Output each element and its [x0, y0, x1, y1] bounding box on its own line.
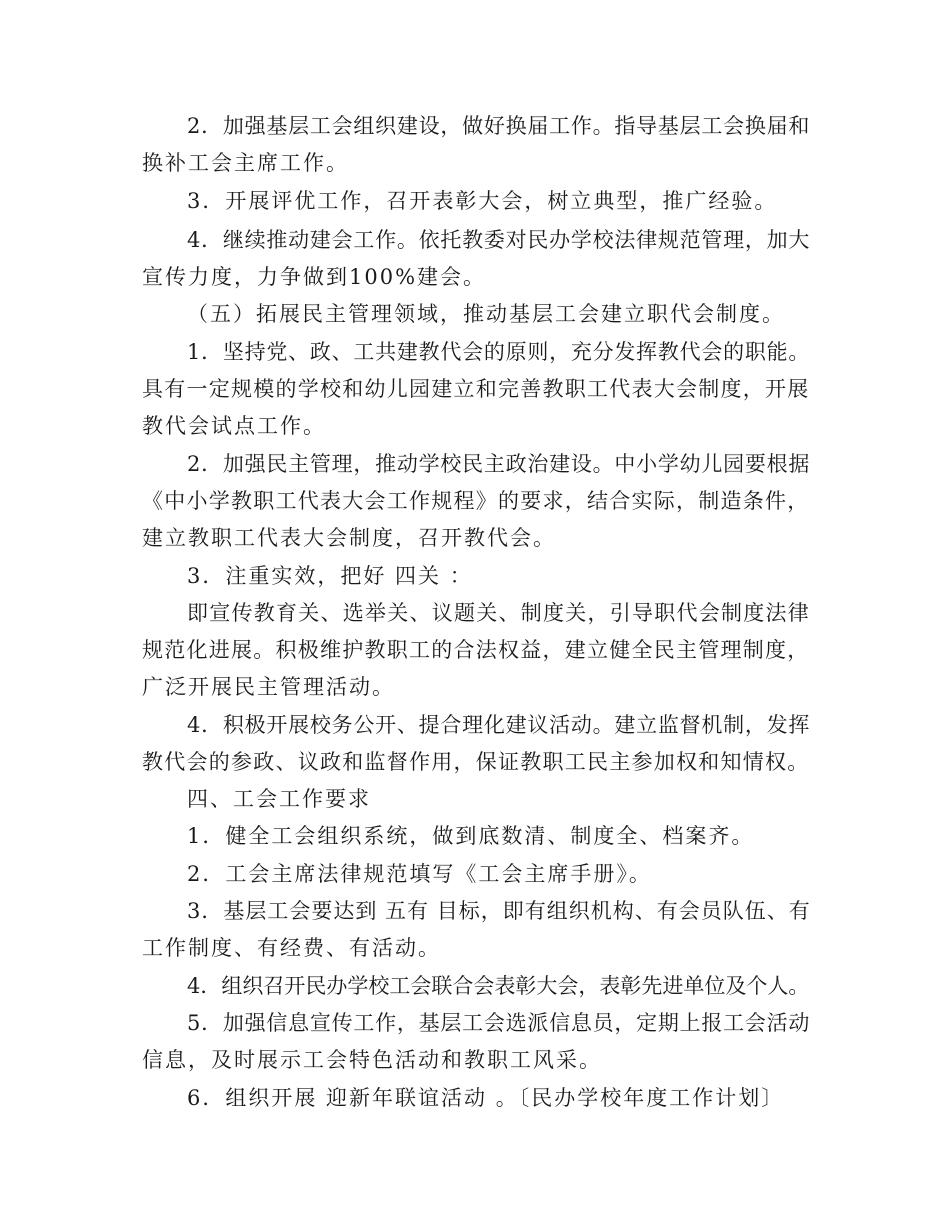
- text-line: 5．加强信息宣传工作，基层工会选派信息员，定期上报工会活动: [187, 1011, 811, 1035]
- text-line: 3．开展评优工作，召开表彰大会，树立典型，推广经验。: [187, 189, 778, 213]
- text-line: 规范化进展。积极维护教职工的合法权益，建立健全民主管理制度，: [142, 638, 810, 662]
- text-line: 换补工会主席工作。: [142, 151, 349, 175]
- text-line: 1．坚持党、政、工共建教代会的原则，充分发挥教代会的职能。: [187, 340, 811, 364]
- text-line: 即宣传教育关、选举关、议题关、制度关，引导职代会制度法律: [187, 601, 810, 625]
- text-line: 4．继续推动建会工作。依托教委对民办学校法律规范管理，加大: [187, 228, 811, 252]
- section-heading: （五）拓展民主管理领域，推动基层工会建立职代会制度。: [187, 302, 785, 326]
- section-heading: 四、工会工作要求: [187, 787, 371, 811]
- text-line: 6．组织开展 迎新年联谊活动 。〔民办学校年度工作计划〕: [187, 1086, 785, 1110]
- text-line: 教代会的参政、议政和监督作用，保证教职工民主参加权和知情权。: [142, 750, 810, 774]
- text-line: 工作制度、有经费、有活动。: [142, 936, 441, 960]
- text-line: 3．基层工会要达到 五有 目标，即有组织机构、有会员队伍、有: [187, 899, 811, 923]
- text-line: 2．加强基层工会组织建设，做好换届工作。指导基层工会换届和: [187, 114, 811, 138]
- text-line: 4．积极开展校务公开、提合理化建议活动。建立监督机制，发挥: [187, 713, 811, 737]
- text-line: 具有一定规模的学校和幼儿园建立和完善教职工代表大会制度，开展: [142, 377, 810, 401]
- text-line: 建立教职工代表大会制度，召开教代会。: [142, 526, 556, 550]
- text-line: 信息，及时展示工会特色活动和教职工风采。: [142, 1048, 602, 1072]
- text-line: 广泛开展民主管理活动。: [142, 675, 395, 699]
- text-line: 《中小学教职工代表大会工作规程》的要求，结合实际，制造条件，: [142, 489, 810, 513]
- text-line: 2．工会主席法律规范填写《工会主席手册》。: [187, 862, 652, 886]
- text-line: 4．组织召开民办学校工会联合会表彰大会，表彰先进单位及个人。: [187, 974, 810, 998]
- text-line: 教代会试点工作。: [142, 414, 326, 438]
- text-line: 宣传力度，力争做到100%建会。: [142, 265, 487, 289]
- text-line: 1．健全工会组织系统，做到底数清、制度全、档案齐。: [187, 824, 755, 848]
- text-line: 2．加强民主管理，推动学校民主政治建设。中小学幼儿园要根据: [187, 452, 811, 476]
- text-line: 3．注重实效，把好 四关 ：: [187, 564, 473, 588]
